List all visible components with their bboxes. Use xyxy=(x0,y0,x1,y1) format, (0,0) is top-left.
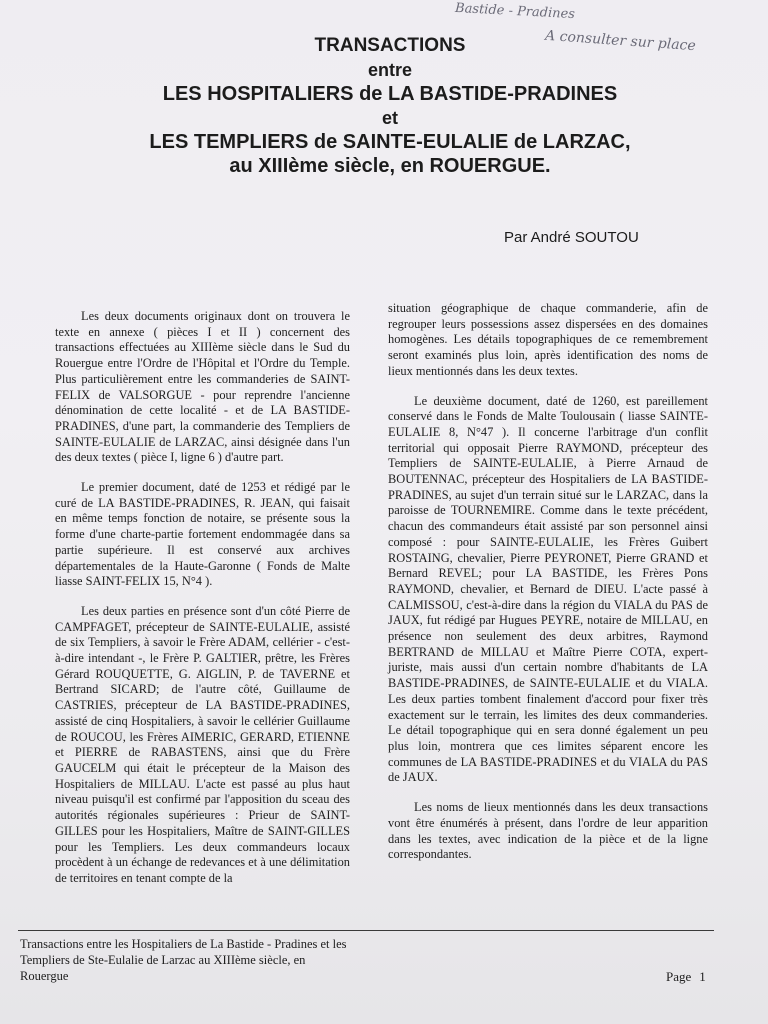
right-column xyxy=(388,301,708,877)
paragraph: Le premier document, daté de 1253 et rédigé par le curé de LA BASTIDE-PRADINES, R. JEAN, qui faisait en même temps fonction de notaire, se présente sous la forme d'une charte-partie fortement endommagée dans sa partie supérieure. Il est conservé aux archives départementales de la Haute-Garonne ( Fonds de Malte liasse SAINT-FELIX 15, N°4 ). xyxy=(55,480,350,589)
left-column xyxy=(55,309,350,901)
title-line: et xyxy=(381,108,398,128)
title-line: au XIIIème siècle, en ROUERGUE. xyxy=(229,155,551,177)
handwritten-note: Bastide - Pradines xyxy=(454,0,576,23)
paragraph: situation géographique de chaque commanderie, afin de regrouper leurs possessions assez dispersées en des domaines homogènes. Les détails topographiques de ce remembrement seront examinés plus loin, après identification des noms de lieux mentionnés dans les deux textes. xyxy=(388,301,708,378)
paragraph: Le deuxième document, daté de 1260, est pareillement conservé dans le Fonds de Malte Toulousain ( liasse SAINTE-EULALIE 8, N°47 ). Il concerne l'arbitrage d'un conflit territorial qui opposait Pierre RAYMOND, précepteur des Templiers de SAINTE-EULALIE, à Pierre Arnaud de BOUTENNAC, précepteur des Hospitaliers de LA BASTIDE-PRADINES, au sujet d'un terrain situé sur le LARZAC, dans la paroisse de TOURNEMIRE. Comme dans le texte précédent, chacun des commandeurs était assisté par son personnel ainsi composé : pour SAINTE-EULALIE, les Frères Guibert ROSTAING, chevalier, Pierre PEYRONET, Pierre GRAND et Bernard REVEL; pour LA BASTIDE, les Frères Pons RAYMOND, chevalier, et Bernard de DIEU. L'acte passé à CALMISSOU, c'est-à-dire dans la région du VIALA du PAS de JAUX, fut rédigé par Hugues PEYRE, notaire de MILLAU, en présence non seulement des deux arbitres, Raymond BERTRAND de MILLAU et Maître Pierre COTA, expert-juriste, mais aussi d'un certain nombre d'habitants de LA BASTIDE-PRADINES, de SAINTE-EULALIE et du VIALA. Les deux parties tombent finalement d'accord pour fixer très exactement sur le terrain, les limites des deux commanderies. Le détail topographique qui en sera donné également un peu plus loin, montrera que ces limites séparent encore les communes de LA BASTIDE-PRADINES et du VIALA du PAS de JAUX. xyxy=(388,393,708,785)
title-line: LES HOSPITALIERS de LA BASTIDE-PRADINES xyxy=(162,83,618,105)
page-number xyxy=(666,969,706,985)
running-footer: Transactions entre les Hospitaliers de La Bastide - Pradines et les Templiers de Ste-Eulalie de Larzac au XIIIème siècle, en Rouergue xyxy=(20,937,347,983)
page-label: Page xyxy=(666,969,692,984)
page-number-value: 1 xyxy=(699,969,706,984)
title-line: entre xyxy=(367,60,412,80)
footer-divider xyxy=(18,930,714,931)
handwritten-note: A consulter sur place xyxy=(544,27,697,55)
paragraph: Les deux parties en présence sont d'un côté Pierre de CAMPFAGET, précepteur de SAINTE-EULALIE, assisté de six Templiers, à savoir le Frère ADAM, cellérier - c'est-à-dire intendant -, le Frère P. GALTIER, prêtre, les Frères Gérard ROUQUETTE, G. AIGLIN, P. de TAVERNE et Bertrand SICARD; de l'autre côté, Guillaume de CASTRIES, précepteur de LA BASTIDE-PRADINES, assisté de cinq Hospitaliers, à savoir le cellérier Guillaume de ROUCOU, les Frères AIMERIC, GERARD, ETIENNE et PIERRE de RABASTENS, ainsi que du Frère GAUCELM qui était le précepteur de la Maison des Hospitaliers de MILLAU. L'acte est passé au plus haut niveau puisqu'il est confirmé par l'apposition du sceau des autorités régionales supérieures : Prieur de SAINT-GILLES pour les Hospitaliers, Maître de SAINT-GILLES pour les Templiers. Les deux commandeurs locaux procèdent à un échange de redevances et à une délimitation de territoires en tenant compte de la xyxy=(55,603,350,885)
paragraph: Les deux documents originaux dont on trouvera le texte en annexe ( pièces I et II ) concernent des transactions effectuées au XIIIème siècle dans le Sud du Rouergue entre l'Ordre de l'Hôpital et l'Ordre du Temple. Plus particulièrement entre les commanderies de SAINT-FELIX de VALSORGUE - pour reprendre l'ancienne dénomination de cette localité - et de LA BASTIDE-PRADINES, d'une part, la commanderie des Templiers de SAINTE-EULALIE de LARZAC, ainsi désignée dans l'un des deux textes ( pièce I, ligne 6 ) d'autre part. xyxy=(55,309,350,465)
paragraph: Les noms de lieux mentionnés dans les deux transactions vont être énumérés à présent, dans l'ordre de leur apparition dans les textes, avec indication de la pièce et de la ligne correspondantes. xyxy=(388,800,708,862)
title-line: LES TEMPLIERS de SAINTE-EULALIE de LARZAC, xyxy=(149,131,631,153)
document-title xyxy=(40,34,740,178)
title-line: TRANSACTIONS xyxy=(314,35,466,56)
author-byline: Par André SOUTOU xyxy=(504,229,639,246)
